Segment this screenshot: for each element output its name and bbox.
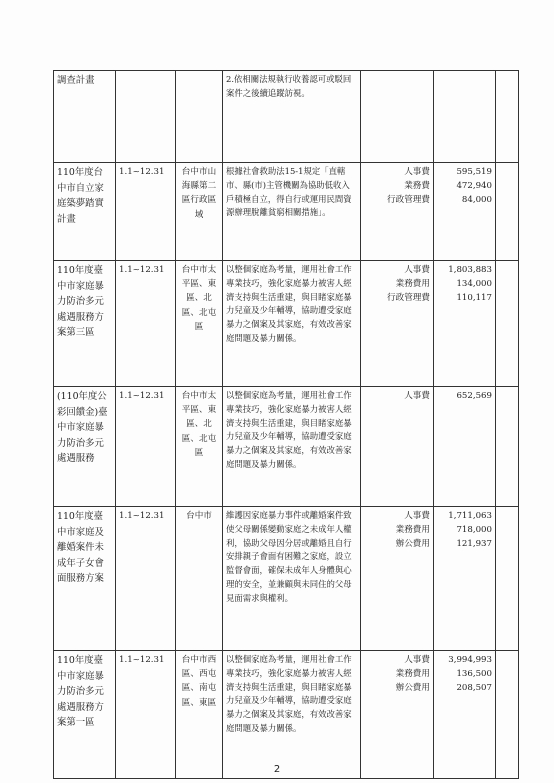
table-body xyxy=(54,71,519,779)
budget-amount: 84,000 xyxy=(461,195,492,206)
area-cell xyxy=(176,387,223,507)
period-cell xyxy=(116,387,176,507)
budget-item: 人事費 xyxy=(404,391,430,401)
area-cell xyxy=(176,163,223,261)
budget-items-cell xyxy=(361,261,434,387)
budget-amount: 1,711,063 xyxy=(448,511,492,521)
plan-name: 110年度臺中市家庭及離婚案件未成年子女會面服務方案 xyxy=(57,511,104,584)
area-cell xyxy=(176,507,223,651)
budget-amount: 134,000 xyxy=(456,279,492,290)
empty-cell xyxy=(496,261,519,387)
table-row xyxy=(54,163,519,261)
plan-name: 110年度臺中市家庭暴力防治多元處遇服務方案第三區 xyxy=(57,265,104,338)
table-row xyxy=(54,507,519,651)
budget-amount: 208,507 xyxy=(456,683,492,694)
budget-amount: 652,569 xyxy=(456,391,492,401)
budget-item: 業務費 xyxy=(404,181,430,192)
description-cell xyxy=(223,387,361,507)
period-cell xyxy=(116,507,176,651)
budget-item: 辦公費用 xyxy=(395,683,430,694)
table-row xyxy=(54,651,519,779)
description: 2.依相關法規執行收養認可或駁回案件之後續追蹤訪視。 xyxy=(226,74,352,98)
description: 以整個家庭為考量，運用社會工作專業技巧，強化家庭暴力被害人經濟支持與生活重建，與目睹家庭暴力兒童及少年輔導，協助遭受家庭暴力之個案及其家庭，有效改善家庭問題及暴力關係。 xyxy=(226,264,352,343)
description: 以整個家庭為考量，運用社會工作專業技巧，強化家庭暴力被害人經濟支持與生活重建，與目睹家庭暴力兒童及少年輔導，協助遭受家庭暴力之個案及其家庭，有效改善家庭問題及暴力關係。 xyxy=(226,654,352,733)
plan-name-cell xyxy=(54,261,116,387)
amounts-cell xyxy=(434,507,496,651)
budget-items-cell xyxy=(361,387,434,507)
service-area: 台中市太平區、東區、北區、北屯區 xyxy=(181,391,217,458)
subsidy-table xyxy=(53,70,519,779)
budget-item: 行政管理費 xyxy=(387,293,430,304)
plan-name: (110年度公彩回饋金)臺中市家庭暴力防治多元處遇服務 xyxy=(57,391,108,464)
area-cell xyxy=(176,71,223,163)
amounts-cell xyxy=(434,71,496,163)
table-row xyxy=(54,387,519,507)
description-cell xyxy=(223,507,361,651)
budget-amount: 472,940 xyxy=(456,181,492,192)
budget-item: 業務費用 xyxy=(395,525,430,536)
page-number: 2 xyxy=(273,764,281,775)
period: 1.1~12.31 xyxy=(119,167,165,177)
service-area: 台中市 xyxy=(186,511,212,521)
budget-item: 業務費用 xyxy=(395,669,430,680)
budget-amount: 110,117 xyxy=(456,293,492,304)
empty-cell xyxy=(496,507,519,651)
budget-item: 人事費 xyxy=(404,655,430,665)
service-area: 台中市太平區、東區、北區、北屯區 xyxy=(181,265,217,332)
plan-name: 110年度臺中市家庭暴力防治多元處遇服務方案第一區 xyxy=(57,655,104,728)
plan-name: 調查計畫 xyxy=(57,75,95,86)
description-cell xyxy=(223,261,361,387)
description: 維護因家庭暴力事件或離婚案件致使父母關係變動家庭之未成年人權利，協助父母因分居或離婚且自行安排親子會面有困難之家庭，設立監督會面，確保未成年人身體與心理的安全，並兼顧與未同住的父母見面需求與權利。 xyxy=(226,510,352,603)
plan-name: 110年度台中市自立家庭築夢踏實計畫 xyxy=(57,167,104,225)
empty-cell xyxy=(496,163,519,261)
period-cell xyxy=(116,71,176,163)
plan-name-cell xyxy=(54,163,116,261)
budget-amount: 1,803,883 xyxy=(448,265,492,275)
period: 1.1~12.31 xyxy=(119,265,165,275)
period-cell xyxy=(116,163,176,261)
service-area: 台中市山海縣第二區行政區域 xyxy=(181,167,217,220)
description: 根據社會救助法15-1規定「直轄市、縣(市)主管機關為協助低收入戶積極自立，得自行或運用民間資源辦理脫離貧窮相關措施」。 xyxy=(226,166,352,218)
period-cell xyxy=(116,651,176,779)
budget-items-cell xyxy=(361,507,434,651)
empty-cell xyxy=(496,71,519,163)
budget-items-cell xyxy=(361,651,434,779)
empty-cell xyxy=(496,387,519,507)
description-cell xyxy=(223,651,361,779)
budget-amount: 3,994,993 xyxy=(448,655,492,665)
period: 1.1~12.31 xyxy=(119,391,165,401)
budget-amount: 136,500 xyxy=(456,669,492,680)
area-cell xyxy=(176,651,223,779)
plan-name-cell xyxy=(54,651,116,779)
budget-amount: 121,937 xyxy=(456,539,492,550)
service-area: 台中市西區、西屯區、南屯區、東區 xyxy=(181,655,217,708)
table-row xyxy=(54,71,519,163)
budget-item: 人事費 xyxy=(404,167,430,177)
description-cell xyxy=(223,71,361,163)
budget-item: 辦公費用 xyxy=(395,539,430,550)
amounts-cell xyxy=(434,387,496,507)
plan-name-cell xyxy=(54,71,116,163)
description: 以整個家庭為考量，運用社會工作專業技巧，強化家庭暴力被害人經濟支持與生活重建，與目睹家庭暴力兒童及少年輔導，協助遭受家庭暴力之個案及其家庭，有效改善家庭問題及暴力關係。 xyxy=(226,390,352,469)
amounts-cell xyxy=(434,163,496,261)
period: 1.1~12.31 xyxy=(119,511,165,521)
area-cell xyxy=(176,261,223,387)
budget-items-cell xyxy=(361,71,434,163)
period-cell xyxy=(116,261,176,387)
budget-item: 人事費 xyxy=(404,265,430,275)
budget-item: 人事費 xyxy=(404,511,430,521)
description-cell xyxy=(223,163,361,261)
empty-cell xyxy=(496,651,519,779)
table-row xyxy=(54,261,519,387)
period: 1.1~12.31 xyxy=(119,655,165,665)
budget-amount: 595,519 xyxy=(456,167,492,177)
plan-name-cell xyxy=(54,387,116,507)
plan-name-cell xyxy=(54,507,116,651)
budget-item: 業務費用 xyxy=(395,279,430,290)
budget-amount: 718,000 xyxy=(456,525,492,536)
amounts-cell xyxy=(434,261,496,387)
amounts-cell xyxy=(434,651,496,779)
budget-items-cell xyxy=(361,163,434,261)
budget-item: 行政管理費 xyxy=(387,195,430,206)
